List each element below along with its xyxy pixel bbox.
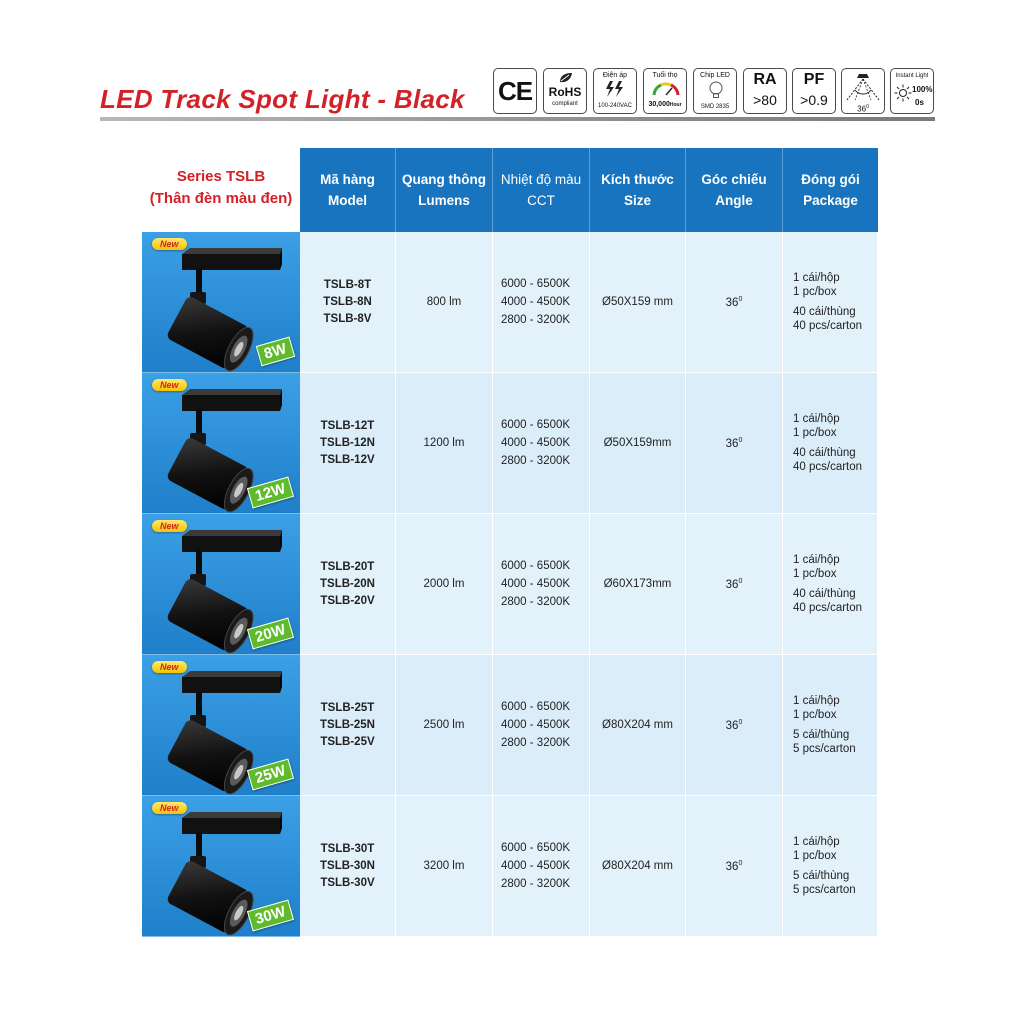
voltage-value: 100-240VAC bbox=[598, 103, 632, 109]
size-value: Ø80X204 mm bbox=[602, 719, 673, 731]
cct-value: 2800 - 3200K bbox=[501, 596, 571, 608]
package-line: 40 cái/thùng bbox=[793, 447, 856, 459]
header-cct bbox=[493, 148, 590, 232]
instant-time: 0s bbox=[915, 98, 924, 107]
voltage-badge bbox=[593, 68, 637, 114]
lifetime-value: 30,000 bbox=[648, 101, 670, 108]
package-line: 1 cái/hộp bbox=[793, 272, 840, 284]
cct-cell bbox=[493, 796, 590, 937]
cct-value: 6000 - 6500K bbox=[501, 278, 571, 290]
package-line: 5 cái/thùng bbox=[793, 729, 850, 741]
model-code: TSLB-20V bbox=[320, 594, 375, 607]
table-row bbox=[142, 796, 878, 937]
lumens-value: 2500 lm bbox=[423, 719, 465, 731]
header-package-vi: Đóng gói bbox=[801, 172, 860, 187]
pf-badge bbox=[792, 68, 836, 114]
lumens-cell bbox=[396, 373, 493, 514]
wattage-badge: 25W bbox=[247, 759, 294, 791]
table-row bbox=[142, 655, 878, 796]
package-line: 1 cái/hộp bbox=[793, 695, 840, 707]
lumens-value: 800 lm bbox=[426, 296, 462, 308]
model-code: TSLB-12V bbox=[320, 453, 375, 466]
product-image-cell bbox=[142, 796, 300, 937]
size-cell bbox=[590, 655, 686, 796]
table-row bbox=[142, 232, 878, 373]
package-cell bbox=[783, 232, 878, 373]
angle-value: 36 bbox=[725, 437, 739, 450]
size-cell bbox=[590, 373, 686, 514]
package-line: 1 pc/box bbox=[793, 568, 837, 580]
size-cell bbox=[590, 514, 686, 655]
model-code: TSLB-30V bbox=[320, 876, 375, 889]
angle-value: 36 bbox=[725, 296, 739, 309]
package-line: 40 cái/thùng bbox=[793, 588, 856, 600]
series-subtitle: (Thân đèn màu đen) bbox=[149, 190, 293, 207]
angle-degree: 0 bbox=[738, 859, 743, 867]
cct-value: 6000 - 6500K bbox=[501, 842, 571, 854]
angle-degree: 0 bbox=[738, 436, 743, 444]
angle-value: 36 bbox=[725, 578, 739, 591]
cct-value: 4000 - 4500K bbox=[501, 437, 571, 449]
instant-label: Instant Light bbox=[895, 73, 929, 79]
header-size-en: Size bbox=[623, 193, 651, 208]
header-model-vi: Mã hàng bbox=[320, 172, 375, 187]
beam-angle-badge bbox=[841, 68, 885, 114]
angle-cell bbox=[686, 514, 783, 655]
package-line: 1 pc/box bbox=[793, 286, 837, 298]
angle-value: 36 bbox=[725, 719, 739, 732]
lumens-cell bbox=[396, 232, 493, 373]
lifetime-label: Tuổi thọ bbox=[652, 72, 678, 79]
rohs-badge bbox=[543, 68, 587, 114]
title-divider bbox=[100, 117, 935, 121]
angle-cell bbox=[686, 796, 783, 937]
model-code: TSLB-20N bbox=[320, 577, 375, 590]
cct-value: 2800 - 3200K bbox=[501, 878, 571, 890]
size-cell bbox=[590, 232, 686, 373]
bulb-icon bbox=[709, 81, 723, 99]
rohs-sub: compliant bbox=[552, 101, 578, 107]
package-line: 1 pc/box bbox=[793, 850, 837, 862]
header-package bbox=[783, 148, 878, 232]
ce-badge bbox=[493, 68, 537, 114]
cct-value: 2800 - 3200K bbox=[501, 737, 571, 749]
header-lumens-vi: Quang thông bbox=[402, 172, 486, 187]
size-cell bbox=[590, 796, 686, 937]
model-code: TSLB-30N bbox=[320, 859, 375, 872]
beam-angle-unit: 0 bbox=[866, 104, 869, 110]
wattage-badge: 30W bbox=[247, 900, 294, 932]
new-badge: New bbox=[152, 802, 187, 814]
cct-value: 4000 - 4500K bbox=[501, 860, 571, 872]
instant-light-badge bbox=[890, 68, 934, 114]
new-badge: New bbox=[152, 520, 187, 532]
header-angle-vi: Góc chiếu bbox=[701, 172, 767, 187]
header-model bbox=[300, 148, 396, 232]
ce-mark: CE bbox=[497, 76, 533, 106]
size-value: Ø60X173mm bbox=[603, 578, 672, 590]
model-cell bbox=[300, 655, 396, 796]
chip-value: SMD 2835 bbox=[700, 104, 730, 110]
cct-cell bbox=[493, 514, 590, 655]
cct-value: 2800 - 3200K bbox=[501, 455, 571, 467]
cct-value: 6000 - 6500K bbox=[501, 419, 571, 431]
product-image-cell bbox=[142, 655, 300, 796]
wattage-badge: 8W bbox=[255, 337, 294, 367]
cct-value: 6000 - 6500K bbox=[501, 701, 571, 713]
package-line: 40 pcs/carton bbox=[793, 320, 863, 332]
package-line: 1 cái/hộp bbox=[793, 413, 840, 425]
model-code: TSLB-30T bbox=[320, 842, 375, 855]
ra-label: RA bbox=[753, 71, 777, 88]
package-line: 40 pcs/carton bbox=[793, 602, 863, 614]
new-badge: New bbox=[152, 661, 187, 673]
package-line: 5 pcs/carton bbox=[793, 884, 856, 896]
header-cct-vi: Nhiệt độ màu bbox=[500, 172, 582, 187]
lifetime-unit: Hour bbox=[669, 102, 682, 108]
model-code: TSLB-12T bbox=[320, 419, 375, 432]
table-row bbox=[142, 514, 878, 655]
angle-value-wrap bbox=[726, 437, 743, 450]
package-cell bbox=[783, 373, 878, 514]
model-code: TSLB-8T bbox=[323, 278, 372, 291]
package-line: 5 pcs/carton bbox=[793, 743, 856, 755]
size-value: Ø50X159 mm bbox=[602, 296, 673, 308]
size-value: Ø50X159mm bbox=[603, 437, 672, 449]
model-code: TSLB-25N bbox=[320, 718, 375, 731]
model-code: TSLB-8N bbox=[323, 295, 372, 308]
lumens-value: 3200 lm bbox=[423, 860, 465, 872]
angle-cell bbox=[686, 655, 783, 796]
header-angle bbox=[686, 148, 783, 232]
lumens-cell bbox=[396, 514, 493, 655]
header-angle-en: Angle bbox=[715, 193, 753, 208]
package-cell bbox=[783, 514, 878, 655]
model-code: TSLB-8V bbox=[323, 312, 372, 325]
product-image-cell bbox=[142, 373, 300, 514]
angle-value-wrap bbox=[726, 578, 743, 591]
beam-angle-icon bbox=[843, 72, 883, 102]
header-model-en: Model bbox=[328, 193, 367, 208]
table-row bbox=[142, 373, 878, 514]
sun-icon bbox=[894, 84, 912, 102]
header-package-en: Package bbox=[803, 193, 858, 208]
header-size bbox=[590, 148, 686, 232]
header-lumens-en: Lumens bbox=[418, 193, 470, 208]
model-code: TSLB-12N bbox=[320, 436, 375, 449]
cct-cell bbox=[493, 232, 590, 373]
lumens-cell bbox=[396, 655, 493, 796]
page-title: LED Track Spot Light - Black bbox=[100, 84, 465, 114]
pf-label: PF bbox=[803, 71, 825, 88]
lumens-value: 2000 lm bbox=[423, 578, 465, 590]
voltage-label: Điện áp bbox=[602, 72, 628, 79]
cct-value: 6000 - 6500K bbox=[501, 560, 571, 572]
wattage-badge: 20W bbox=[247, 618, 294, 650]
product-image-cell bbox=[142, 514, 300, 655]
model-cell bbox=[300, 232, 396, 373]
lumens-cell bbox=[396, 796, 493, 937]
gauge-icon bbox=[652, 82, 680, 96]
chip-label: Chip LED bbox=[700, 72, 730, 79]
size-value: Ø80X204 mm bbox=[602, 860, 673, 872]
series-heading bbox=[142, 166, 300, 210]
package-cell bbox=[783, 796, 878, 937]
angle-value-wrap bbox=[726, 296, 743, 309]
instant-percent: 100% bbox=[912, 85, 933, 94]
angle-degree: 0 bbox=[738, 295, 743, 303]
angle-degree: 0 bbox=[738, 577, 743, 585]
angle-value-wrap bbox=[726, 719, 743, 732]
cct-value: 2800 - 3200K bbox=[501, 314, 571, 326]
model-cell bbox=[300, 514, 396, 655]
lumens-value: 1200 lm bbox=[423, 437, 465, 449]
model-code: TSLB-20T bbox=[320, 560, 375, 573]
rohs-label: RoHS bbox=[548, 85, 582, 99]
beam-angle-value: 36 bbox=[857, 104, 867, 114]
package-line: 1 cái/hộp bbox=[793, 554, 840, 566]
angle-value-wrap bbox=[726, 860, 743, 873]
angle-degree: 0 bbox=[738, 718, 743, 726]
cct-value: 4000 - 4500K bbox=[501, 578, 571, 590]
model-code: TSLB-25T bbox=[320, 701, 375, 714]
package-line: 40 cái/thùng bbox=[793, 306, 856, 318]
model-cell bbox=[300, 373, 396, 514]
new-badge: New bbox=[152, 379, 187, 391]
series-name: Series TSLB bbox=[176, 168, 266, 185]
cct-cell bbox=[493, 373, 590, 514]
package-line: 1 pc/box bbox=[793, 709, 837, 721]
new-badge: New bbox=[152, 238, 187, 250]
lightning-icon bbox=[604, 81, 628, 97]
header-size-vi: Kích thước bbox=[601, 172, 674, 187]
header-lumens bbox=[396, 148, 493, 232]
pf-value: >0.9 bbox=[800, 92, 828, 108]
cct-value: 4000 - 4500K bbox=[501, 296, 571, 308]
chip-led-badge bbox=[693, 68, 737, 114]
model-cell bbox=[300, 796, 396, 937]
ra-value: >80 bbox=[753, 92, 777, 108]
wattage-badge: 12W bbox=[247, 477, 294, 509]
package-line: 1 cái/hộp bbox=[793, 836, 840, 848]
cct-cell bbox=[493, 655, 590, 796]
lifetime-badge bbox=[643, 68, 687, 114]
leaf-icon bbox=[558, 72, 574, 84]
package-line: 1 pc/box bbox=[793, 427, 837, 439]
angle-value: 36 bbox=[725, 860, 739, 873]
angle-cell bbox=[686, 373, 783, 514]
package-line: 40 pcs/carton bbox=[793, 461, 863, 473]
ra-badge bbox=[743, 68, 787, 114]
header-cct-en: CCT bbox=[527, 193, 555, 208]
model-code: TSLB-25V bbox=[320, 735, 375, 748]
package-line: 5 cái/thùng bbox=[793, 870, 850, 882]
product-image-cell bbox=[142, 232, 300, 373]
angle-cell bbox=[686, 232, 783, 373]
package-cell bbox=[783, 655, 878, 796]
cct-value: 4000 - 4500K bbox=[501, 719, 571, 731]
